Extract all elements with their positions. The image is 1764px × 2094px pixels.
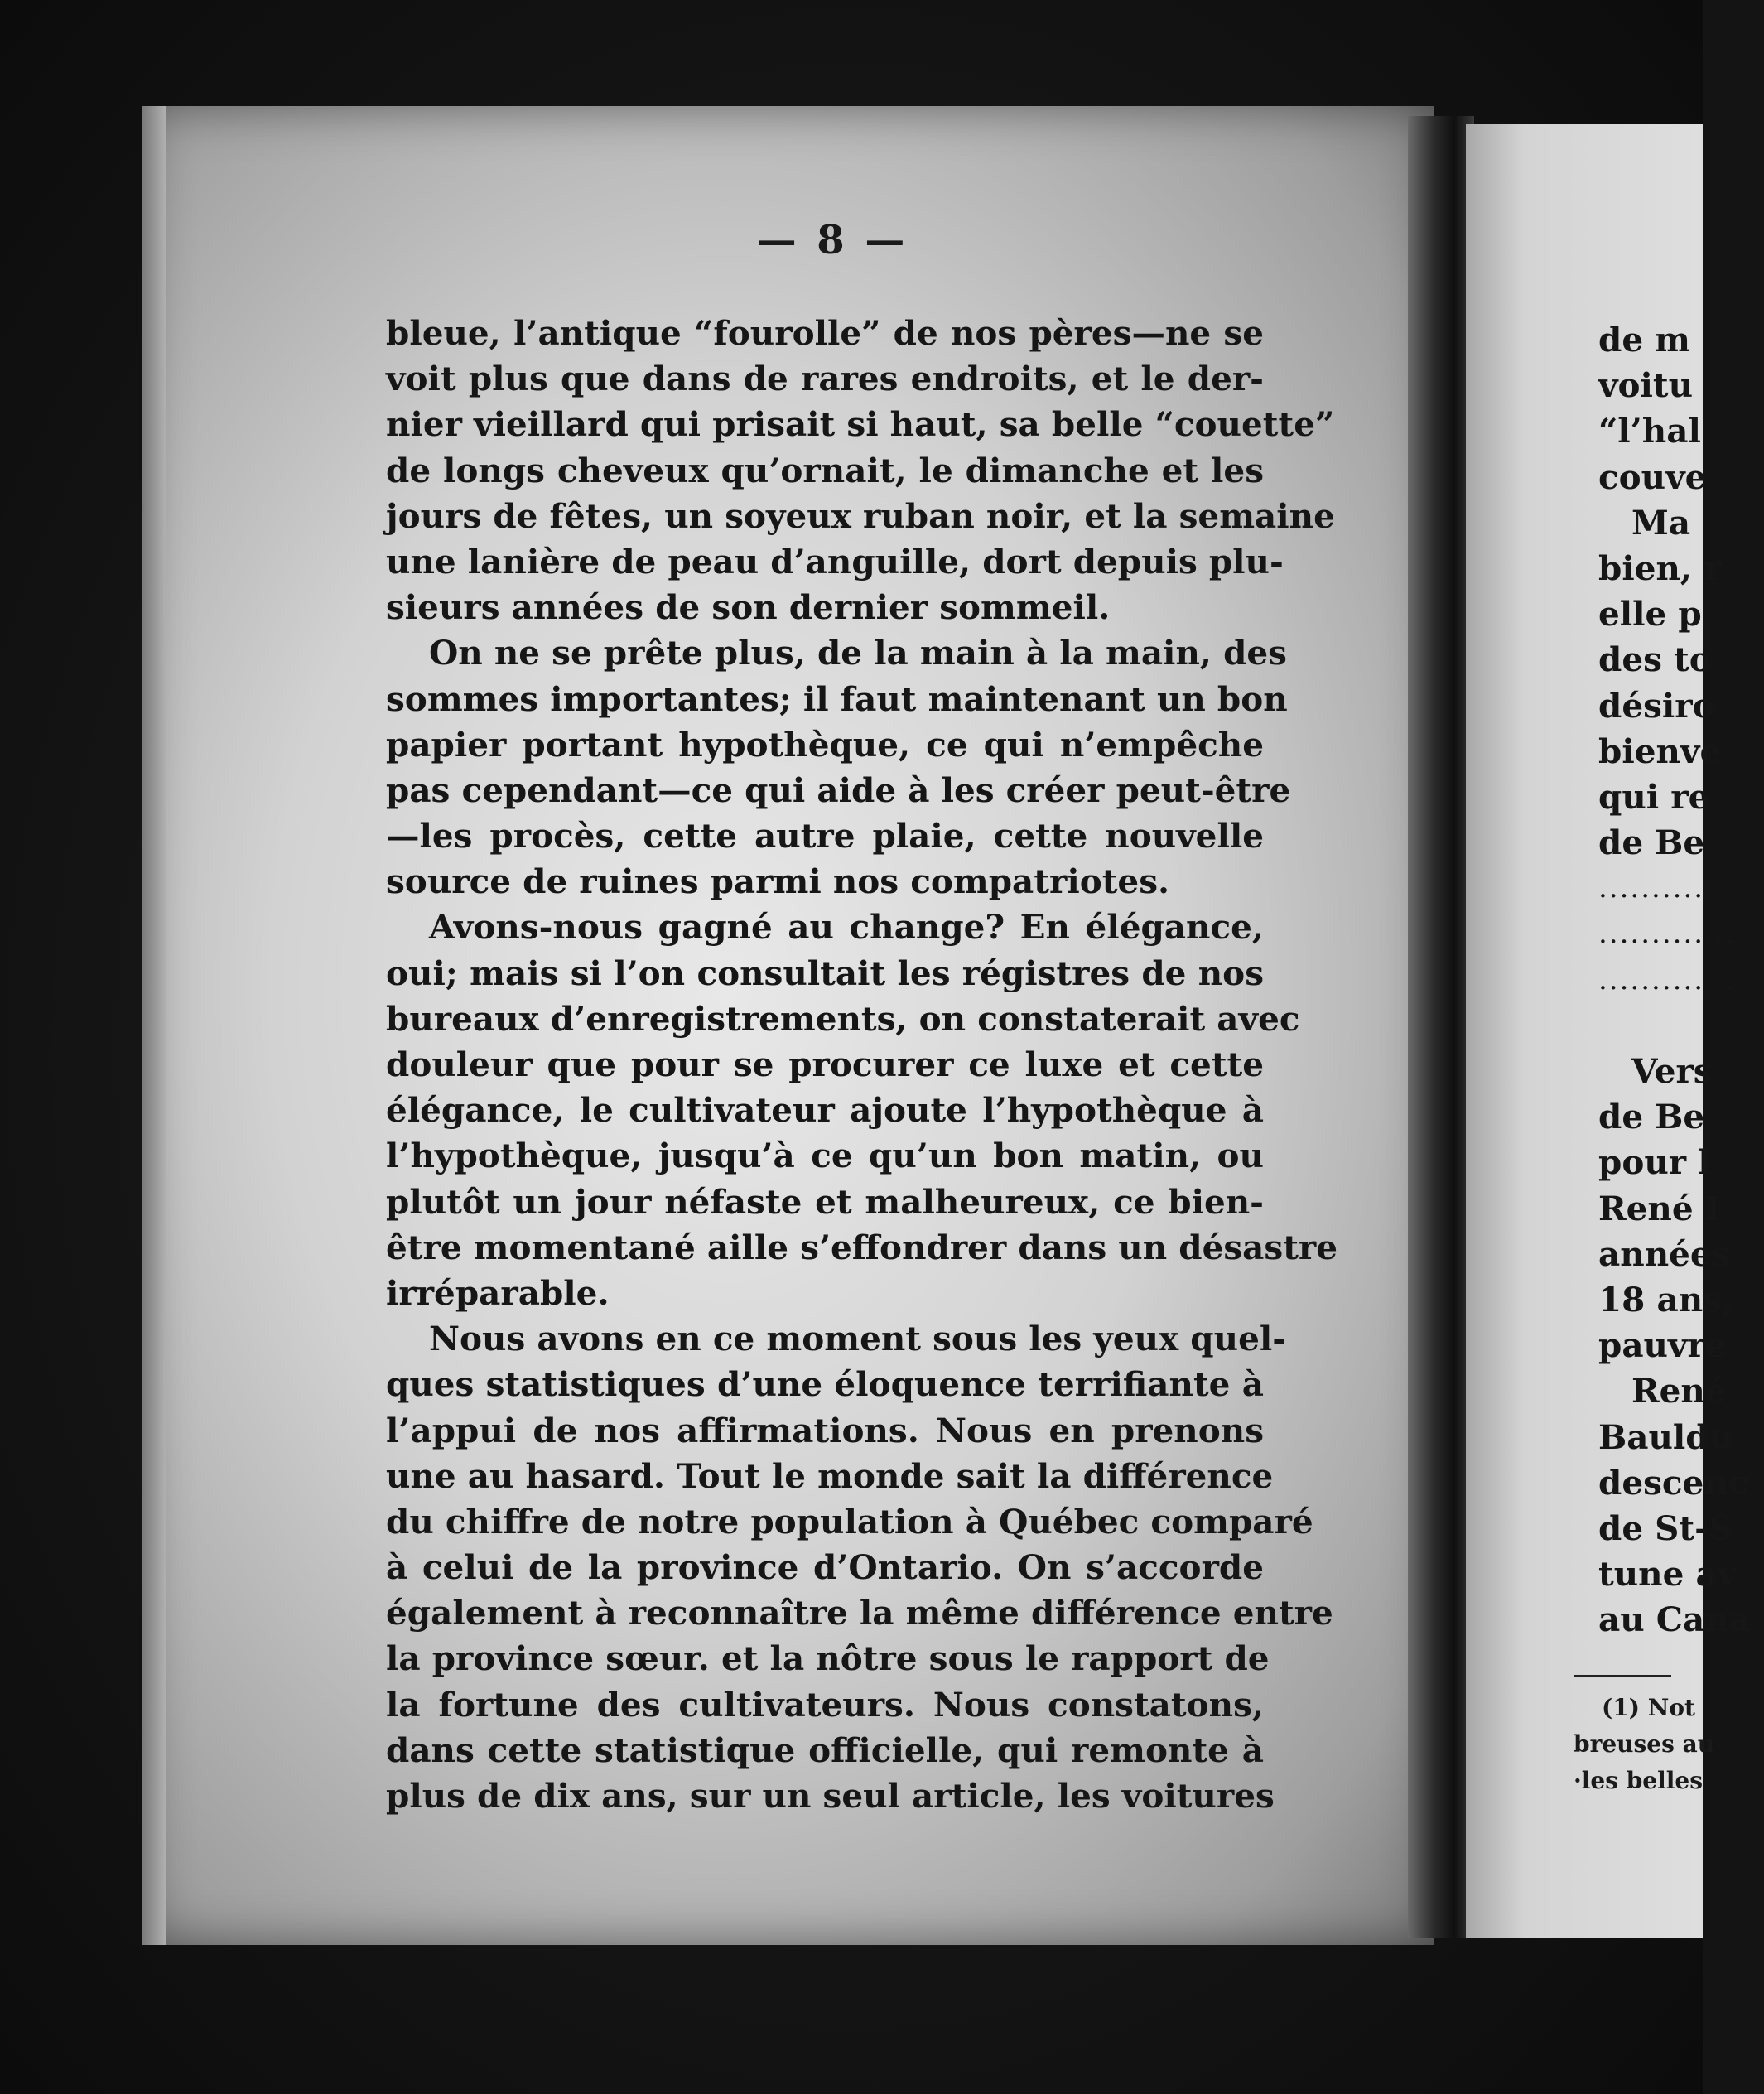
page-number: — 8 —: [756, 217, 909, 263]
text-line: ques statistiques d’une éloquence terrifiante à: [386, 1364, 1264, 1405]
text-line: au Cana: [1598, 1599, 1751, 1640]
dotted-separator-line: .............: [1598, 917, 1737, 951]
text-line: elle p: [1598, 594, 1702, 634]
text-line: papier portant hypothèque, ce qui n’empêche: [386, 724, 1264, 765]
text-line: nier vieillard qui prisait si haut, sa belle “couette”: [386, 404, 1335, 445]
text-line: Avons-nous gagné au change? En élégance,: [429, 907, 1264, 948]
text-line: de St-S: [1598, 1508, 1733, 1548]
right-page-footnotes: [1574, 1690, 1739, 1799]
text-line: une au hasard. Tout le monde sait la différence: [386, 1455, 1274, 1496]
text-line: source de ruines parmi nos compatriotes.: [386, 861, 1170, 902]
text-line: pauvre: [1598, 1325, 1727, 1366]
paragraph-gap: [1598, 1003, 1764, 1049]
text-line: 18 ans,: [1598, 1279, 1734, 1320]
text-line: de m: [1598, 320, 1691, 359]
text-line: bureaux d’enregistrements, on constaterait avec: [386, 998, 1300, 1039]
text-line: à celui de la province d’Ontario. On s’accorde: [386, 1547, 1264, 1588]
text-line: être momentané aille s’effondrer dans un désastre: [386, 1227, 1338, 1267]
text-line: la fortune des cultivateurs. Nous constatons,: [386, 1684, 1264, 1725]
dotted-separator-line: .............: [1598, 871, 1737, 905]
text-line: Nous avons en ce moment sous les yeux quel-: [429, 1319, 1287, 1359]
text-line: douleur que pour se procurer ce luxe et cette: [386, 1045, 1264, 1084]
text-line: On ne se prête plus, de la main à la main, des: [429, 633, 1287, 673]
text-line: désiro: [1598, 685, 1715, 726]
text-line: sieurs années de son dernier sommeil.: [386, 587, 1111, 628]
text-line: de longs cheveux qu’ornait, le dimanche et les: [386, 450, 1264, 490]
text-line: sommes importantes; il faut maintenant un bon: [386, 678, 1288, 719]
text-line: qui re: [1598, 776, 1710, 817]
text-line: plus de dix ans, sur un seul article, les voitures: [386, 1776, 1275, 1816]
text-line: voitu: [1598, 365, 1694, 406]
text-line: bleue, l’antique “fourolle” de nos pères—ne se: [386, 313, 1264, 353]
text-line: descenc: [1598, 1462, 1749, 1503]
text-line: Bauldu: [1598, 1416, 1734, 1457]
text-line: de Be: [1598, 823, 1705, 863]
text-line: pour l: [1598, 1142, 1711, 1183]
text-line: bien, r: [1598, 548, 1722, 588]
text-line: tune av: [1598, 1554, 1737, 1595]
left-page-edge: [142, 106, 166, 1945]
text-line: du chiffre de notre population à Québec comparé: [386, 1501, 1313, 1542]
footnote-line: ·les belles: [1574, 1767, 1703, 1794]
text-line: René: [1631, 1371, 1727, 1411]
text-line: Vers: [1631, 1051, 1713, 1091]
text-line: voit plus que dans de rares endroits, et le der-: [386, 359, 1264, 399]
text-line: René I: [1598, 1188, 1721, 1228]
text-line: irréparable.: [386, 1272, 610, 1313]
text-line: la province sœur. et la nôtre sous le rapport de: [386, 1638, 1270, 1679]
text-line: jours de fêtes, un soyeux ruban noir, et la semaine: [386, 495, 1335, 536]
text-line: années: [1598, 1233, 1731, 1274]
text-line: l’appui de nos affirmations. Nous en prenons: [386, 1410, 1264, 1450]
text-line: Ma: [1631, 502, 1691, 543]
text-line: plutôt un jour néfaste et malheureux, ce bien-: [386, 1181, 1264, 1222]
text-line: élégance, le cultivateur ajoute l’hypothèque à: [386, 1090, 1264, 1131]
text-line: pas cependant—ce qui aide à les créer peut-être: [386, 770, 1291, 810]
text-line: bienve: [1598, 731, 1722, 771]
text-line: l’hypothèque, jusqu’à ce qu’un bon matin, ou: [386, 1136, 1264, 1176]
text-line: des to: [1598, 639, 1712, 680]
text-line: également à reconnaître la même différence entre: [386, 1593, 1333, 1633]
footnote-rule: [1574, 1675, 1671, 1677]
right-page-body-text: [1598, 317, 1764, 1643]
book-gutter: [1408, 116, 1474, 1938]
text-line: dans cette statistique officielle, qui remonte à: [386, 1730, 1264, 1770]
text-line: oui; mais si l’on consultait les régistres de nos: [386, 953, 1264, 993]
left-page-body-text: [386, 311, 1338, 1819]
text-line: de Be: [1598, 1097, 1705, 1137]
text-line: couve: [1598, 456, 1707, 497]
footnote-line: (1) Not: [1602, 1694, 1695, 1721]
text-line: une lanière de peau d’anguille, dort depuis plu-: [386, 541, 1284, 581]
text-line: —les procès, cette autre plaie, cette nouvelle: [386, 816, 1264, 856]
dotted-separator-line: .............: [1598, 963, 1737, 996]
text-line: “l’hal: [1598, 411, 1701, 451]
footnote-line: breuses au: [1574, 1730, 1715, 1758]
